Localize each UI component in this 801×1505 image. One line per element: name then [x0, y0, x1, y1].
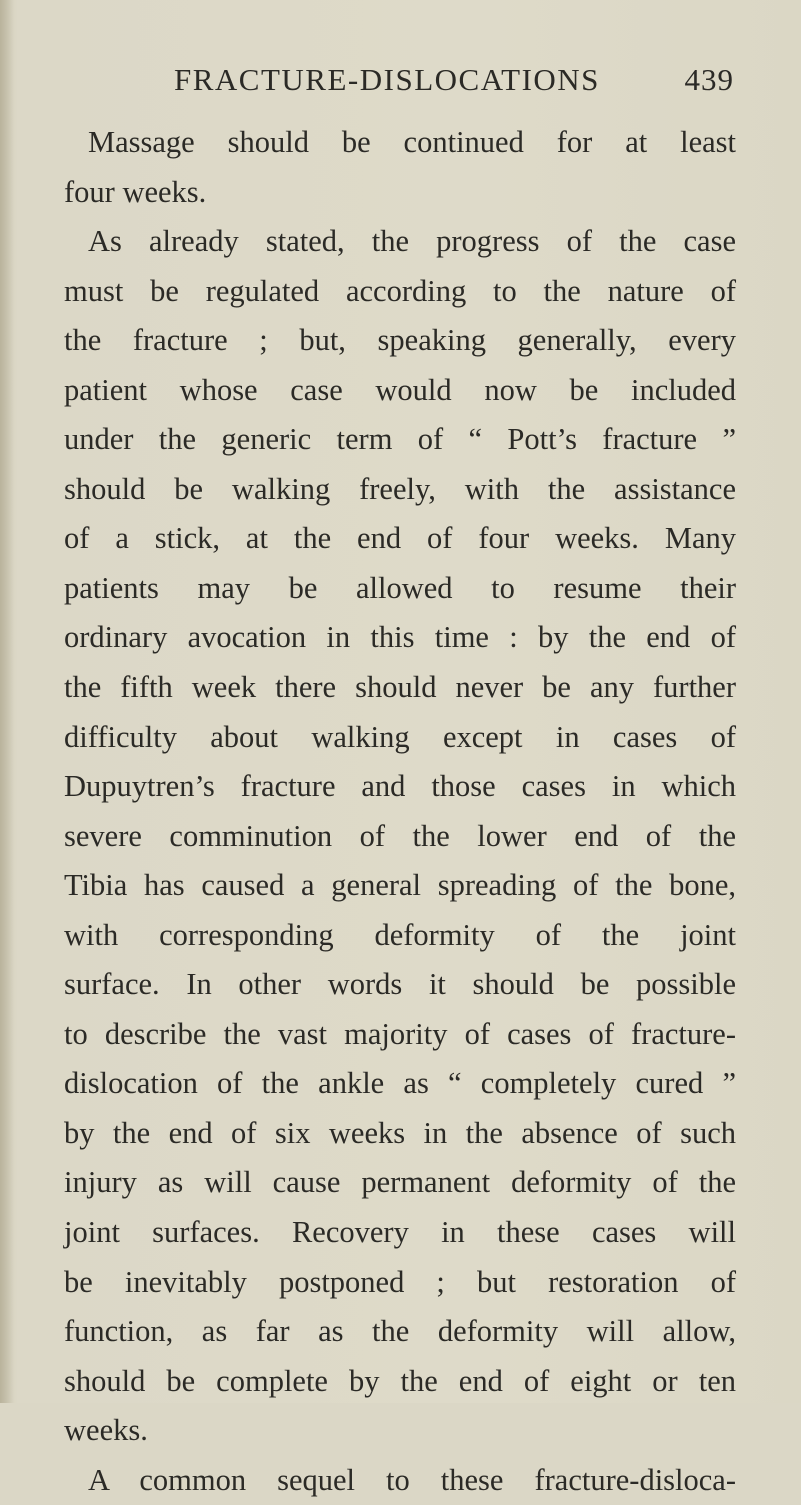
text-line: must be regulated according to the nature of — [64, 273, 736, 308]
text-line: A common sequel to these fracture-disloca- — [88, 1462, 736, 1497]
text-line: with corresponding deformity of the joint — [64, 917, 736, 952]
text-line: be inevitably postponed ; but restoration of — [64, 1264, 736, 1299]
text-line: dislocation of the ankle as “ completely cured ” — [64, 1066, 736, 1101]
page-gutter-shadow — [0, 0, 14, 1403]
text-line: ordinary avocation in this time : by the end of — [64, 620, 736, 655]
text-line: surface. In other words it should be possible — [64, 967, 736, 1002]
text-line: the fifth week there should never be any further — [64, 670, 736, 705]
text-line: under the generic term of “ Pott’s fracture ” — [64, 422, 736, 457]
text-line: weeks. — [64, 1413, 148, 1448]
text-line: to describe the vast majority of cases of fracture- — [64, 1016, 736, 1051]
running-title: FRACTURE-DISLOCATIONS — [174, 62, 600, 97]
text-line: injury as will cause permanent deformity of the — [64, 1165, 736, 1200]
text-line: of a stick, at the end of four weeks. Many — [64, 521, 736, 556]
text-line: difficulty about walking except in cases of — [64, 719, 736, 754]
text-line: Massage should be continued for at least — [88, 125, 736, 159]
text-line: Dupuytren’s fracture and those cases in which — [64, 769, 736, 804]
page-number: 439 — [684, 62, 734, 97]
running-head — [174, 62, 734, 106]
text-line: Tibia has caused a general spreading of the bone, — [64, 868, 736, 903]
text-line: function, as far as the deformity will allow, — [64, 1314, 736, 1349]
text-line: the fracture ; but, speaking generally, every — [64, 323, 736, 358]
text-line: four weeks. — [64, 174, 207, 209]
text-line: patient whose case would now be included — [64, 372, 736, 407]
text-line: should be walking freely, with the assistance — [64, 471, 736, 506]
text-line: As already stated, the progress of the case — [88, 224, 736, 259]
text-line: severe comminution of the lower end of the — [64, 818, 736, 853]
text-line: should be complete by the end of eight or ten — [64, 1363, 736, 1398]
text-line: joint surfaces. Recovery in these cases will — [64, 1215, 736, 1250]
body-text — [64, 118, 736, 1505]
text-line: patients may be allowed to resume their — [64, 570, 736, 605]
text-line: by the end of six weeks in the absence of such — [64, 1115, 736, 1150]
